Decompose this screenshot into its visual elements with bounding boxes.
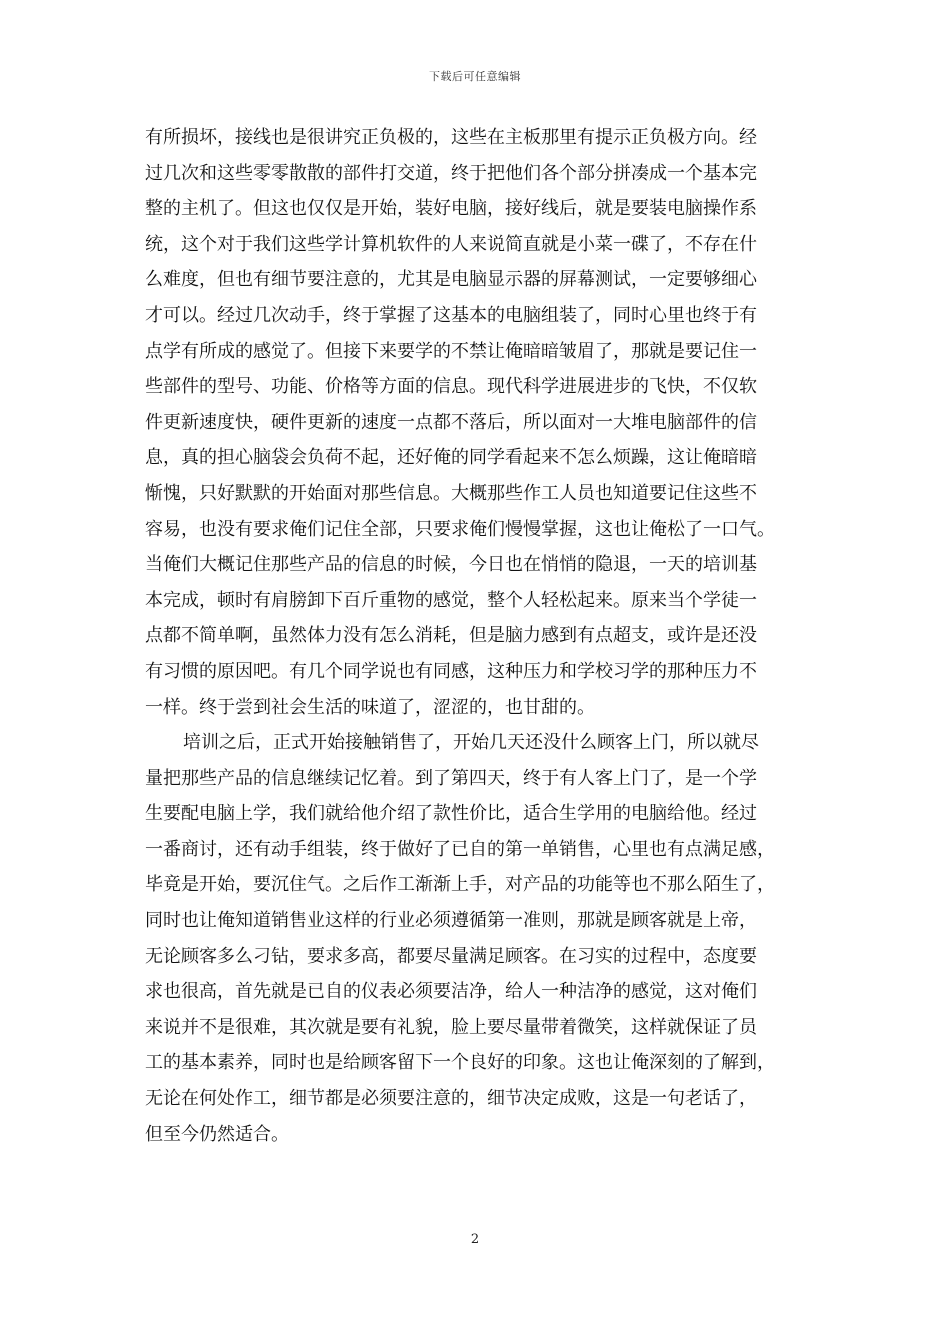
text-line: 点学有所成的感觉了。但接下来要学的不禁让俺暗暗皱眉了，那就是要记住一 — [145, 340, 757, 362]
text-line: 毕竟是开始，要沉住气。之后作工渐渐上手，对产品的功能等也不那么陌生了， — [145, 874, 775, 896]
text-line: 来说并不是很难，其次就是要有礼貌，脸上要尽量带着微笑，这样就保证了员 — [145, 1016, 757, 1038]
text-line: 无论在何处作工，细节都是必须要注意的，细节决定成败，这是一句老话了， — [145, 1088, 757, 1110]
text-line: 整的主机了。但这也仅仅是开始，装好电脑，接好线后，就是要装电脑操作系 — [145, 198, 757, 220]
document-body — [145, 120, 810, 1152]
text-line: 无论顾客多么刁钻，要求多高，都要尽量满足顾客。在习实的过程中，态度要 — [145, 945, 757, 967]
text-line: 容易，也没有要求俺们记住全部，只要求俺们慢慢掌握，这也让俺松了一口气。 — [145, 518, 775, 540]
text-line: 一番商讨，还有动手组装，终于做好了已自的第一单销售，心里也有点满足感， — [145, 838, 775, 860]
text-line: 过几次和这些零零散散的部件打交道，终于把他们各个部分拼凑成一个基本完 — [145, 162, 757, 184]
text-line: 生要配电脑上学，我们就给他介绍了款性价比，适合生学用的电脑给他。经过 — [145, 803, 757, 825]
text-line: 本完成，顿时有肩膀卸下百斤重物的感觉，整个人轻松起来。原来当个学徒一 — [145, 589, 757, 611]
text-line: 一样。终于尝到社会生活的味道了，涩涩的，也甘甜的。 — [145, 696, 595, 718]
page-header: 下载后可任意编辑 — [429, 70, 521, 83]
text-line: 同时也让俺知道销售业这样的行业必须遵循第一准则，那就是顾客就是上帝， — [145, 910, 757, 932]
text-line: 件更新速度快，硬件更新的速度一点都不落后，所以面对一大堆电脑部件的信 — [145, 411, 757, 433]
text-line: 有所损坏，接线也是很讲究正负极的，这些在主板那里有提示正负极方向。经 — [145, 127, 757, 148]
text-line: 培训之后，正式开始接触销售了，开始几天还没什么顾客上门，所以就尽 — [183, 732, 759, 754]
paragraph-1 — [145, 120, 810, 725]
text-line: 当俺们大概记住那些产品的信息的时候，今日也在悄悄的隐退，一天的培训基 — [145, 554, 757, 576]
text-line: 有习惯的原因吧。有几个同学说也有同感，这种压力和学校习学的那种压力不 — [145, 660, 757, 682]
text-line: 惭愧，只好默默的开始面对那些信息。大概那些作工人员也知道要记住这些不 — [145, 482, 757, 504]
text-line: 量把那些产品的信息继续记忆着。到了第四天，终于有人客上门了，是一个学 — [145, 767, 757, 789]
page-number: 2 — [470, 1232, 480, 1247]
text-line: 才可以。经过几次动手，终于掌握了这基本的电脑组装了，同时心里也终于有 — [145, 304, 757, 326]
text-line: 工的基本素养，同时也是给顾客留下一个良好的印象。这也让俺深刻的了解到， — [145, 1052, 775, 1074]
text-line: 息，真的担心脑袋会负荷不起，还好俺的同学看起来不怎么烦躁，这让俺暗暗 — [145, 447, 757, 469]
text-line: 么难度，但也有细节要注意的，尤其是电脑显示器的屏幕测试，一定要够细心 — [145, 269, 757, 291]
text-line: 点都不简单啊，虽然体力没有怎么消耗，但是脑力感到有点超支，或许是还没 — [145, 625, 757, 647]
text-line: 求也很高，首先就是已自的仪表必须要洁净，给人一种洁净的感觉，这对俺们 — [145, 981, 757, 1003]
text-line: 统，这个对于我们这些学计算机软件的人来说简直就是小菜一碟了，不存在什 — [145, 233, 757, 255]
paragraph-2 — [145, 725, 810, 1152]
text-line: 些部件的型号、功能、价格等方面的信息。现代科学进展进步的飞快，不仅软 — [145, 376, 757, 398]
text-line: 但至今仍然适合。 — [145, 1123, 289, 1145]
